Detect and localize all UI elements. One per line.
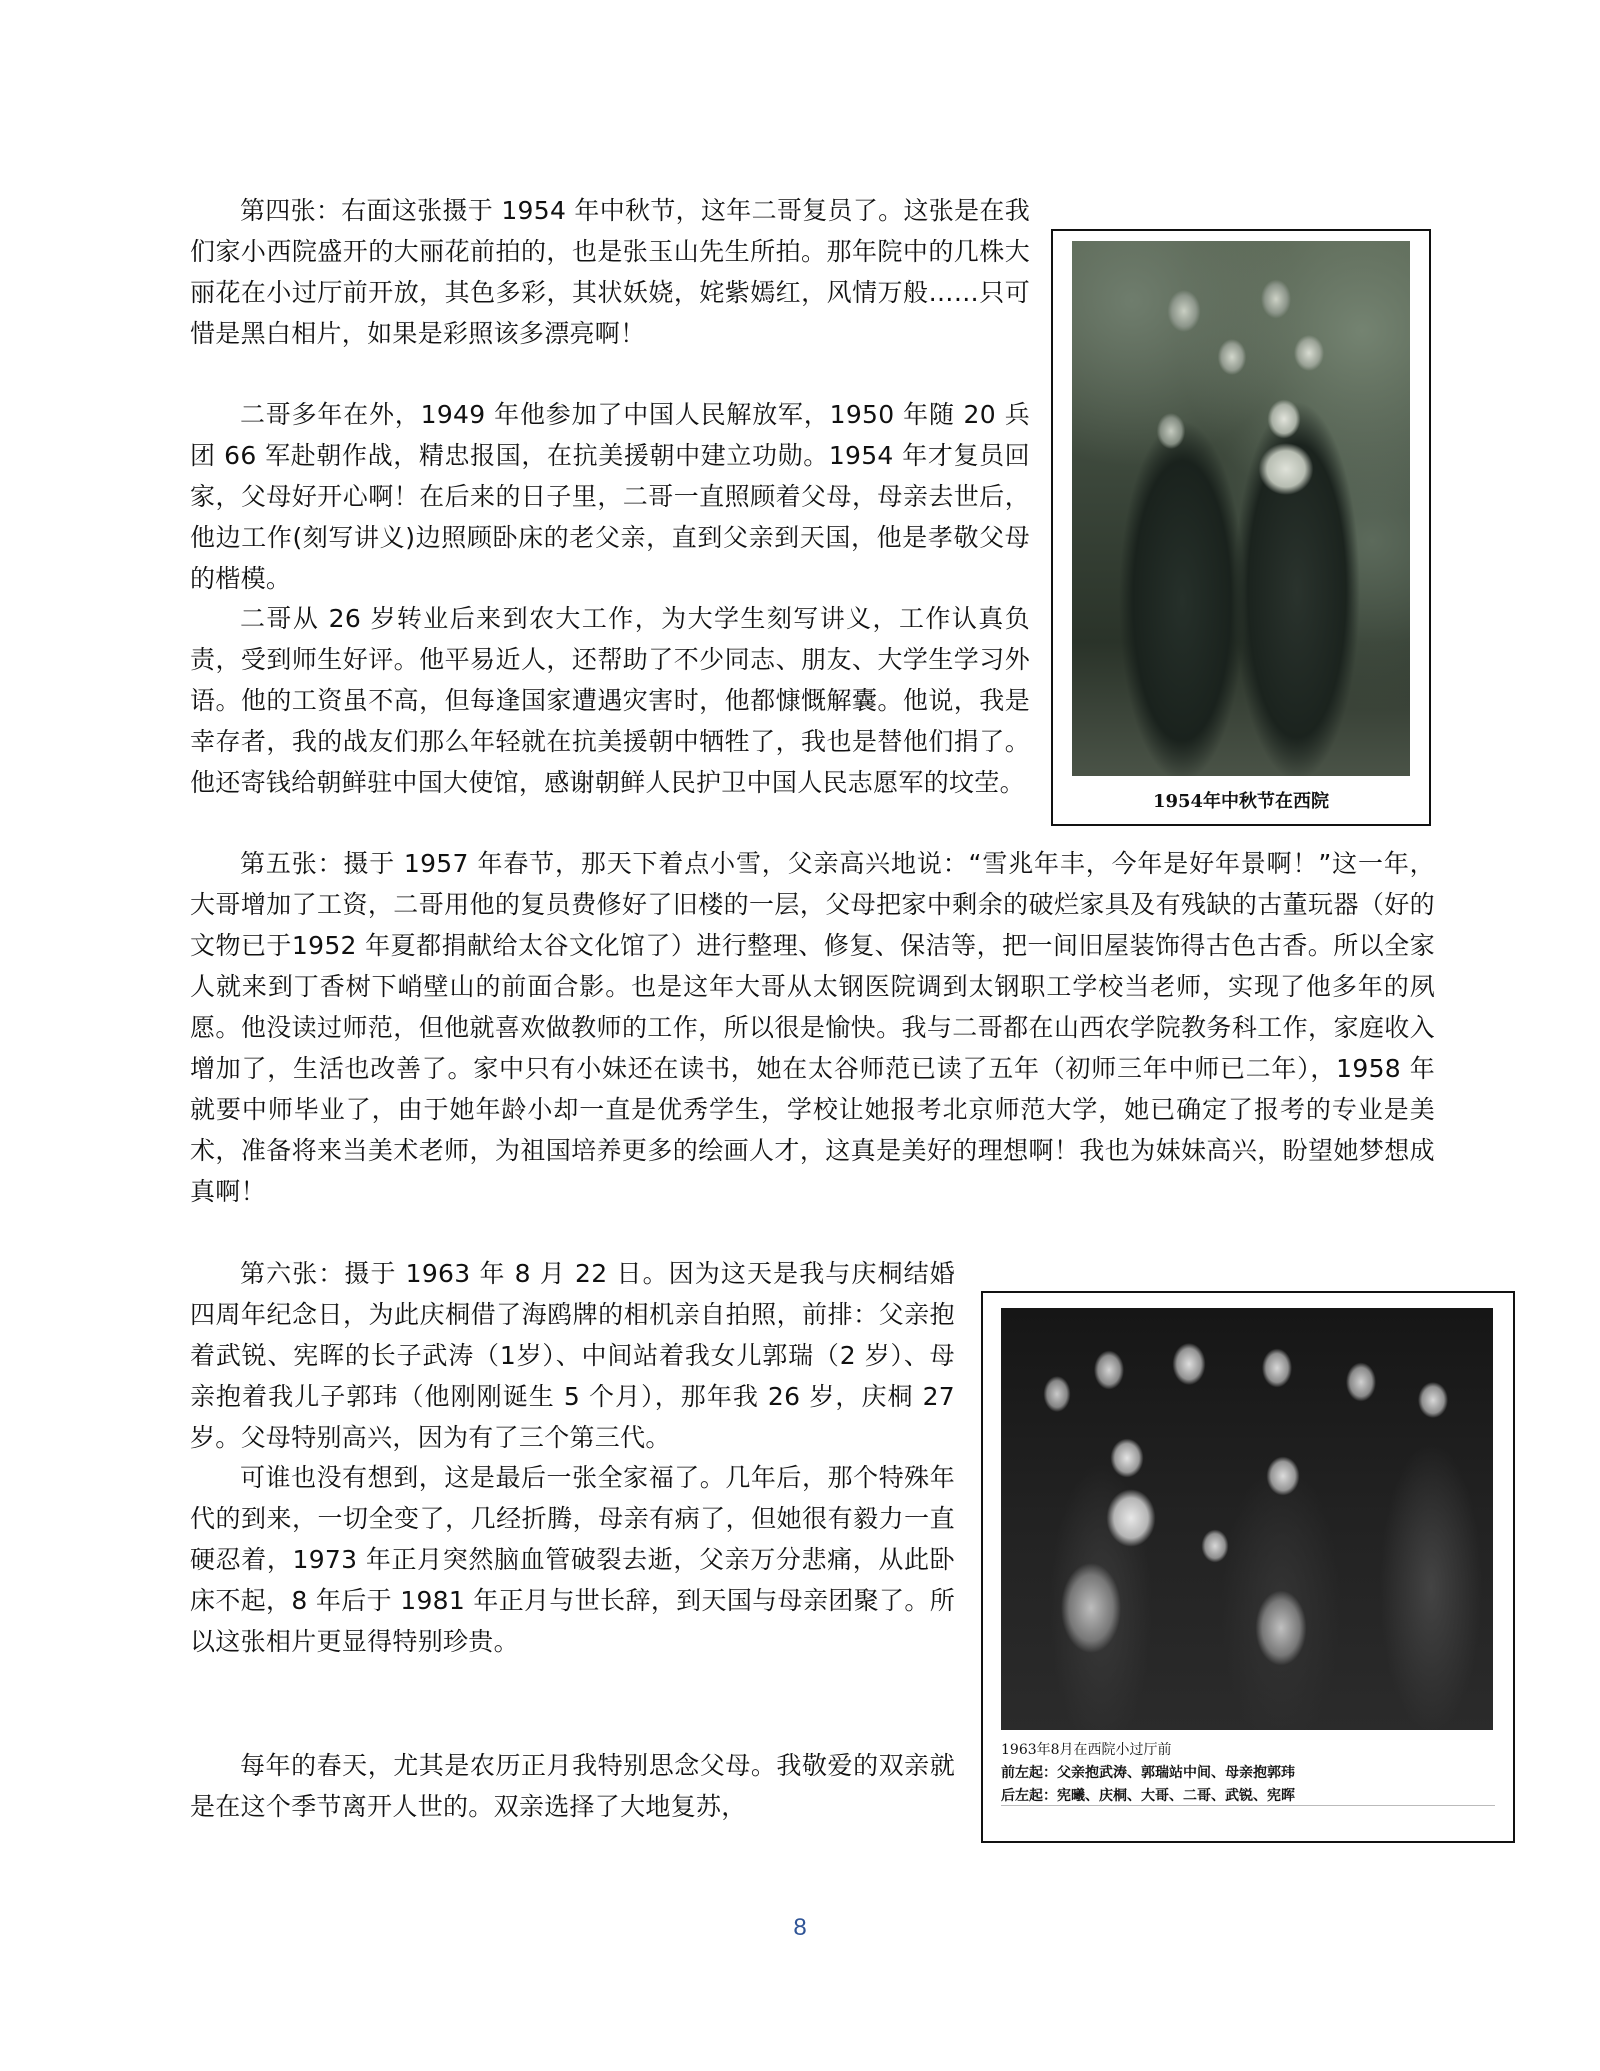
photo-1963-family [1001, 1308, 1493, 1730]
photo-1963-caption-back-row: 后左起：宪曦、庆桐、大哥、二哥、武锐、宪晖 [1001, 1788, 1295, 1804]
paragraph-photo-five: 第五张：摄于 1957 年春节，那天下着点小雪，父亲高兴地说：“雪兆年丰，今年是好年景啊！”这一年，大哥增加了工资，二哥用他的复员费修好了旧楼的一层，父母把家中剩余的破烂家具及有残缺的古董玩器（好的文物已于1952 年夏都捐献给太谷文化馆了）进行整理、修复、保洁等，把一间旧屋装饰得古色古香。所以全家人就来到丁香树下峭壁山的前面合影。也是这年大哥从太钢医院调到太钢职工学校当老师，实现了他多年的夙愿。他没读过师范，但他就喜欢做教师的工作，所以很是愉快。我与二哥都在山西农学院教务科工作，家庭收入增加了，生活也改善了。家中只有小妹还在读书，她在太谷师范已读了五年（初师三年中师已二年），1958 年就要中师毕业了，由于她年龄小却一直是优秀学生，学校让她报考北京师范大学，她已确定了报考的专业是美术，准备将来当美术老师，为祖国培养更多的绘画人才，这真是美好的理想啊！我也为妹妹高兴，盼望她梦想成真啊！ [190, 849, 1435, 1206]
paragraph-second-brother-work: 二哥从 26 岁转业后来到农大工作，为大学生刻写讲义，工作认真负责，受到师生好评。他平易近人，还帮助了不少同志、朋友、大学生学习外语。他的工资虽不高，但每逢国家遭遇灾害时，他都慷慨解囊。他说，我是幸存者，我的战友们那么年轻就在抗美援朝中牺牲了，我也是替他们捐了。他还寄钱给朝鲜驻中国大使馆，感谢朝鲜人民护卫中国人民志愿军的坟茔。 [190, 604, 1030, 797]
photo-1963-caption-divider [1001, 1805, 1495, 1806]
page-number: 8 [793, 1914, 807, 1941]
photo-1954-frame [1051, 229, 1431, 826]
photo-1963-frame [981, 1291, 1515, 1843]
photo-1954-caption: 1954年中秋节在西院 [1152, 791, 1330, 812]
paragraph-second-brother-service: 二哥多年在外，1949 年他参加了中国人民解放军，1950 年随 20 兵团 66 军赴朝作战，精忠报国，在抗美援朝中建立功勋。1954 年才复员回家，父母好开心啊！在后来的日子里，二哥一直照顾着父母，母亲去世后，他边工作(刻写讲义)边照顾卧床的老父亲，直到父亲到天国，他是孝敬父母的楷模。 [190, 400, 1030, 593]
photo-1963-caption [1001, 1739, 1481, 1808]
paragraph-last-family-photo: 可谁也没有想到，这是最后一张全家福了。几年后，那个特殊年代的到来，一切全变了，几经折腾，母亲有病了，但她很有毅力一直硬忍着，1973 年正月突然脑血管破裂去逝，父亲万分悲痛，从此卧床不起，8 年后于 1981 年正月与世长辞，到天国与母亲团聚了。所以这张相片更显得特别珍贵。 [190, 1463, 955, 1656]
paragraph-missing-parents: 每年的春天，尤其是农历正月我特别思念父母。我敬爱的双亲就是在这个季节离开人世的。双亲选择了大地复苏， [190, 1751, 955, 1821]
paragraph-photo-six: 第六张：摄于 1963 年 8 月 22 日。因为这天是我与庆桐结婚四周年纪念日，为此庆桐借了海鸥牌的相机亲自拍照，前排：父亲抱着武锐、宪晖的长子武涛（1岁）、中间站着我女儿郭瑞（2 岁）、母亲抱着我儿子郭玮（他刚刚诞生 5 个月），那年我 26 岁，庆桐 27 岁。父母特别高兴，因为有了三个第三代。 [190, 1259, 955, 1452]
photo-1963-caption-title: 1963年8月在西院小过厅前 [1001, 1742, 1172, 1758]
photo-1963-caption-front-row: 前左起：父亲抱武涛、郭瑞站中间、母亲抱郭玮 [1001, 1765, 1295, 1781]
photo-1954-family [1072, 241, 1410, 776]
paragraph-photo-four: 第四张：右面这张摄于 1954 年中秋节，这年二哥复员了。这张是在我们家小西院盛开的大丽花前拍的，也是张玉山先生所拍。那年院中的几株大丽花在小过厅前开放，其色多彩，其状妖娆，姹紫嫣红，风情万般……只可惜是黑白相片，如果是彩照该多漂亮啊！ [190, 196, 1030, 348]
